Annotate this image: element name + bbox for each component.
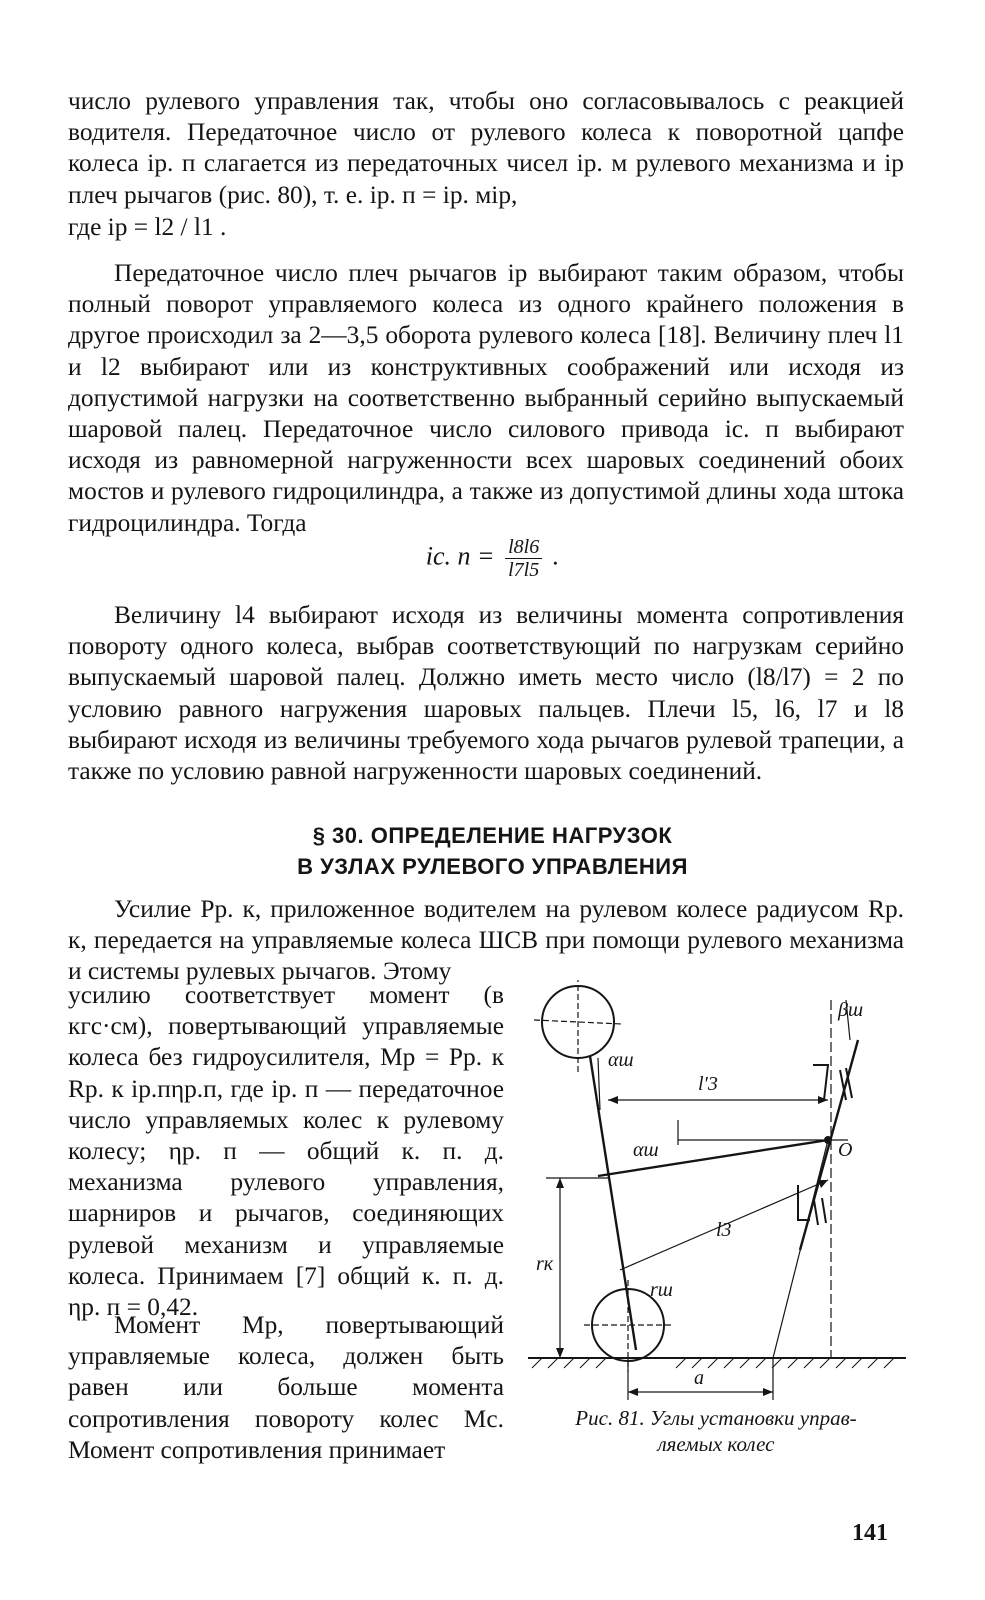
point-o: [825, 1137, 831, 1143]
label-o: O: [838, 1139, 853, 1161]
formula-force-drive-ratio: [0, 536, 985, 581]
label-a: a: [694, 1367, 704, 1389]
arm-bracket-top: [813, 1065, 828, 1100]
page-number: 141: [852, 1520, 888, 1546]
formula-period: .: [552, 541, 560, 571]
paragraph-moment: усилию соответствует момент (в кгс·см), повертывающий управляемые колеса без гидроусилителя, Mр = Pр. к Rр. к iр.пηр.п, где iр. п — передаточное число управляемых колес к рулевому колесу; ηр. п — общий к. п. д. механизма рулевого управления, шарниров и рычагов, соединяющих рулевой механизм и управляемые колеса. Принимаем [7] общий к. п. д. ηр. п = 0,42.: [68, 981, 504, 1322]
paragraph-steering-force: Усилие Pр. к, приложенное водителем на рулевом колесе радиусом Rр. к, передается на управляемые колеса ШСВ при помощи рулевого механизма и системы рулевых рычагов. Этому: [68, 895, 904, 986]
section-heading-line1: § 30. ОПРЕДЕЛЕНИЕ НАГРУЗОК: [312, 823, 673, 848]
figure-caption-line2: ляемых колес: [657, 1432, 775, 1456]
formula-denominator: l7l5: [508, 559, 540, 581]
label-alpha-top: αш: [608, 1049, 634, 1071]
label-l3-prime: l′3: [698, 1073, 718, 1095]
formula-fraction: [505, 536, 542, 581]
arm-hatch-3: [814, 1200, 818, 1225]
figure-caption: [528, 1405, 904, 1457]
figure-caption-line1: Рис. 81. Углы установки управ-: [575, 1406, 857, 1430]
label-rk: rк: [536, 1253, 554, 1275]
paragraph-where: где iр = l2 / l1 .: [68, 213, 227, 241]
label-l3: l3: [716, 1219, 732, 1241]
paragraph-gear-ratio: Передаточное число плеч рычагов iр выбирают таким образом, чтобы полный поворот управляемого колеса из одного крайнего положения в другое происходил за 2—3,5 оборота рулевого колеса [18]. Величину плеч l1 и l2 выбирают или из конструктивных соображений или исходя из допустимой нагрузки на соответственно выбранный серийно выпускаемый шаровой палец. Передаточное число силового привода iс. п выбирают исходя из равномерной нагруженности всех шаровых соединений обоих мостов и рулевого гидроцилиндра, а также из допустимой длины хода штока гидроцилиндра. Тогда: [68, 259, 904, 537]
label-alpha-mid: αш: [633, 1139, 659, 1161]
ground-hatching: [532, 1358, 894, 1368]
label-beta: βш: [838, 999, 864, 1021]
arm-hatch-4: [822, 1198, 826, 1223]
formula-numerator: l8l6: [505, 536, 542, 559]
label-rsh: rш: [650, 1279, 673, 1301]
l3-construction-line: [773, 1140, 828, 1358]
section-heading-line2: В УЗЛАХ РУЛЕВОГО УПРАВЛЕНИЯ: [297, 854, 688, 879]
paragraph-intro: число рулевого управления так, чтобы оно согласовывалось с реакцией водителя. Передаточное число от рулевого колеса к поворотной цапфе колеса iр. п слагается из передаточных чисел iр. м рулевого механизма и iр плеч рычагов (рис. 80), т. е. iр. п = iр. мiр,: [68, 87, 904, 209]
paragraph-resistance-moment: Момент Mр, повертывающий управляемые колеса, должен быть равен или больше момента сопротивления повороту колес Mс. Момент сопротивления принимает: [68, 1311, 504, 1464]
formula-lhs: iс. п =: [425, 541, 495, 571]
figure-wheel-angles: [528, 980, 908, 1400]
paragraph-ball-joint: Величину l4 выбирают исходя из величины момента сопротивления повороту одного колеса, выбрав соответствующий по нагрузкам серийно выпускаемый шаровой палец. Должно иметь место число (l8/l7) = 2 по условию равного нагружения шаровых пальцев. Плечи l5, l6, l7 и l8 выбирают исходя из величины требуемого хода рычагов рулевой трапеции, а также по условию равной нагруженности шаровых соединений.: [68, 601, 904, 786]
